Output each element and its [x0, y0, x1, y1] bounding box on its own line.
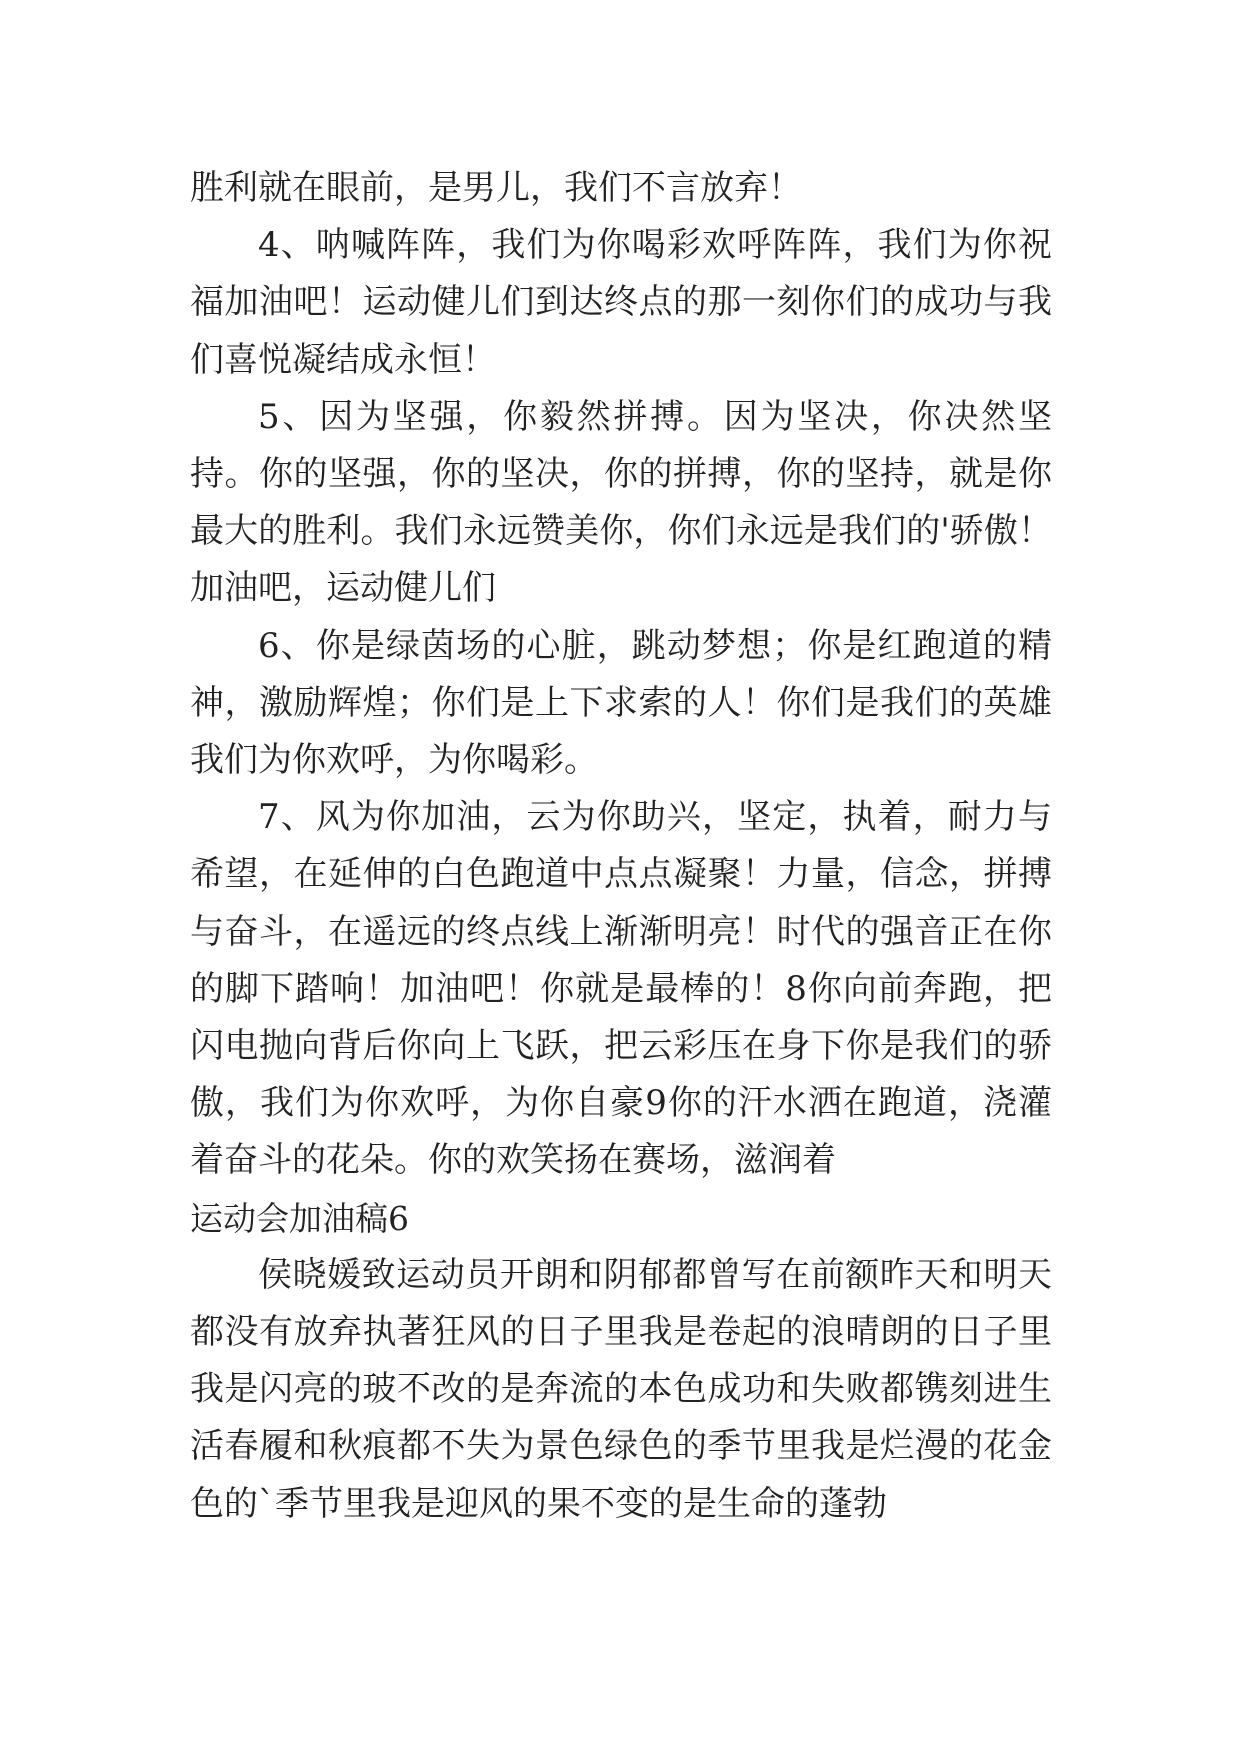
- paragraph-continuation: 胜利就在眼前，是男儿，我们不言放弃！: [190, 168, 802, 208]
- paragraph-item-5: 5、因为坚强，你毅然拼搏。因为坚决，你决然坚持。你的坚强，你的坚决，你的拼搏，你的坚持，就是你最大的胜利。我们永远赞美你，你们永远是我们的'骄傲！加油吧，运动健儿们: [190, 396, 1052, 609]
- paragraph-section-6: 侯晓媛致运动员开朗和阴郁都曾写在前额昨天和明天都没有放弃执著狂风的日子里我是卷起的浪晴朗的日子里我是闪亮的玻不改的是奔流的本色成功和失败都镌刻进生活春履和秋痕都不失为景色绿色的季节里我是烂漫的花金色的`季节里我是迎风的果不变的是生命的蓬勃: [190, 1254, 1052, 1524]
- paragraph-item-4: 4、呐喊阵阵，我们为你喝彩欢呼阵阵，我们为你祝福加油吧！运动健儿们到达终点的那一刻你们的成功与我们喜悦凝结成永恒！: [190, 225, 1052, 380]
- paragraph-item-6: 6、你是绿茵场的心脏，跳动梦想；你是红跑道的精神，激励辉煌；你们是上下求索的人！你们是我们的英雄我们为你欢呼，为你喝彩。: [190, 625, 1052, 781]
- document-body: [190, 160, 1052, 1533]
- paragraph-item-7: 7、风为你加油，云为你助兴，坚定，执着，耐力与希望，在延伸的白色跑道中点点凝聚！力量，信念，拼搏与奋斗，在遥远的终点线上渐渐明亮！时代的强音正在你的脚下踏响！加油吧！你就是最棒的！8你向前奔跑，把闪电抛向背后你向上飞跃，把云彩压在身下你是我们的骄傲，我们为你欢呼，为你自豪9你的汗水洒在跑道，浇灌着奋斗的花朵。你的欢笑扬在赛场，滋润着: [190, 797, 1052, 1181]
- section-title: 运动会加油稿6: [190, 1198, 409, 1238]
